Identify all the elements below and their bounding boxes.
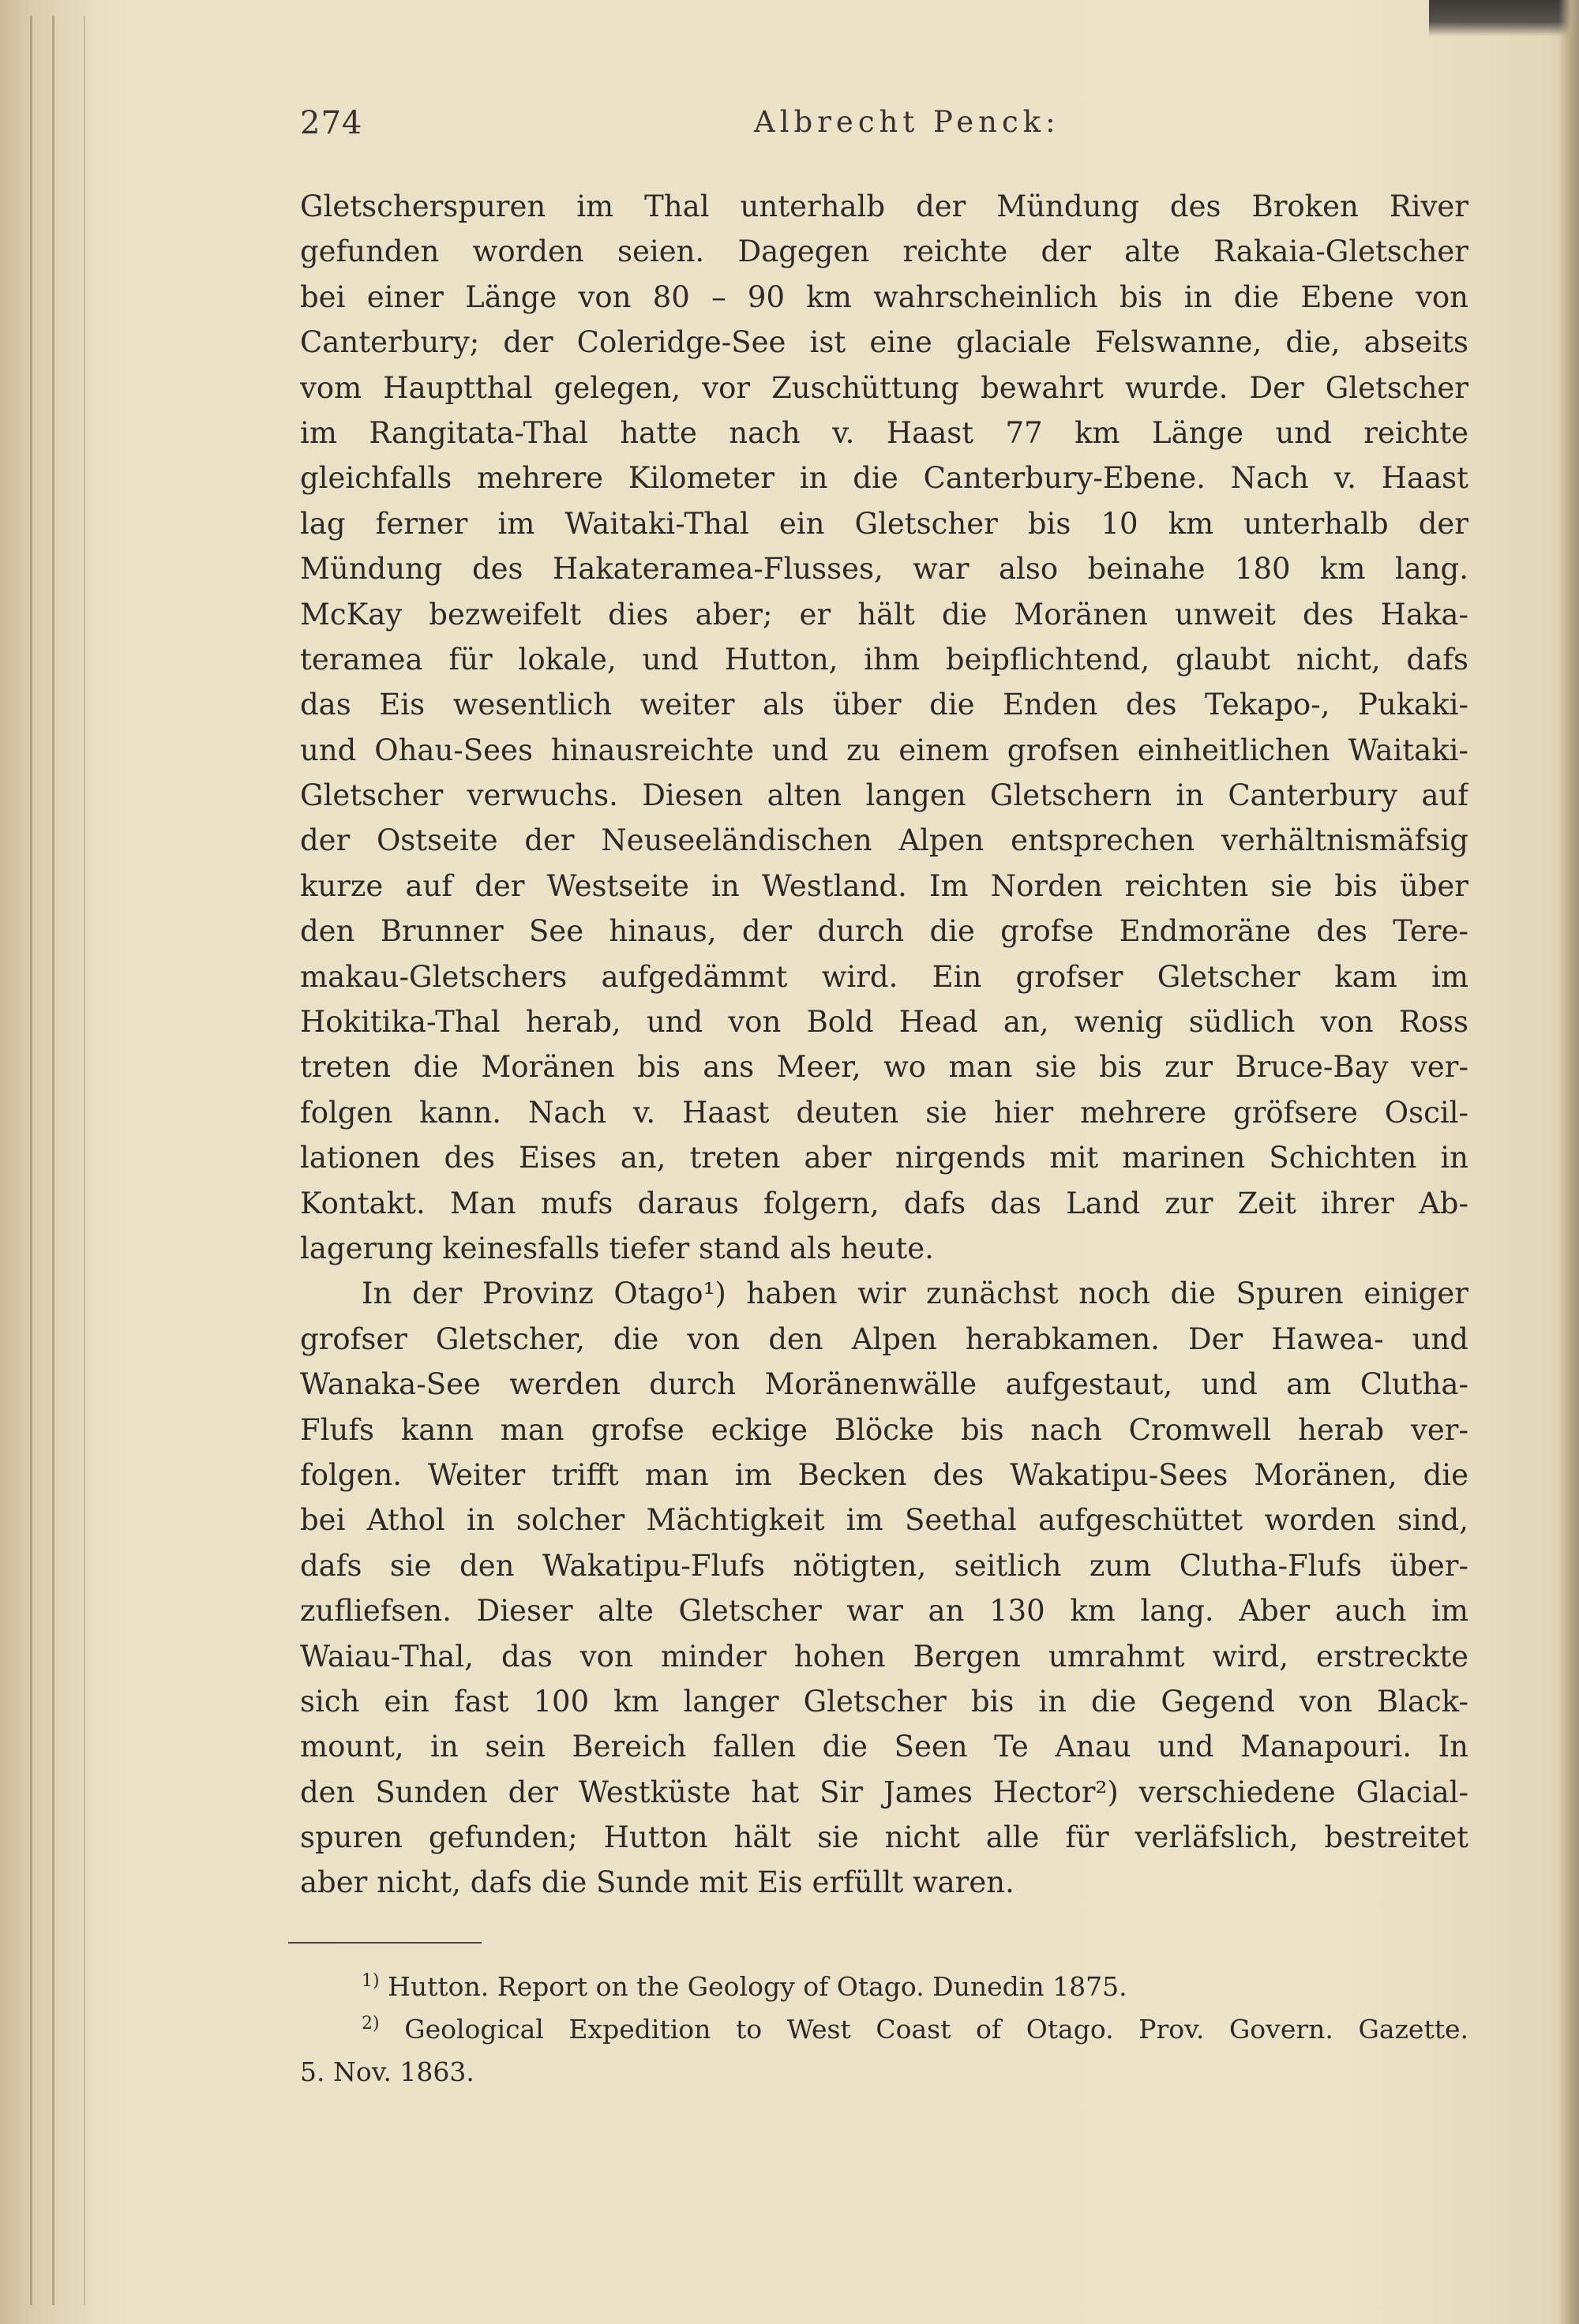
footnote-divider [288,1942,482,1944]
text-line: zufliefsen. Dieser alte Gletscher war an 130 km lang. Aber auch im [300,1594,1468,1629]
page-header [300,105,1468,152]
text-line: der Ostseite der Neuseeländischen Alpen entsprechen verhältnismäfsig [300,823,1468,858]
running-head: Albrecht Penck: [754,105,1060,139]
text-line: Wanaka-See werden durch Moränenwälle aufgestaut, und am Clutha- [300,1367,1468,1402]
text-line: Hokitika-Thal herab, und von Bold Head an, wenig südlich von Ross [300,1005,1468,1040]
text-line: mount, in sein Bereich fallen die Seen Te Anau und Manapouri. In [300,1730,1468,1764]
text-line: lationen des Eises an, treten aber nirgends mit marinen Schichten in [300,1141,1468,1175]
text-line: sich ein fast 100 km langer Gletscher bis in die Gegend von Black- [300,1684,1468,1719]
text-line: kurze auf der Westseite in Westland. Im Norden reichten sie bis über [300,868,1468,903]
binding-edge [0,0,95,2324]
footnote-line [300,1966,1468,2008]
text-line: im Rangitata-Thal hatte nach v. Haast 77 km Länge und reichte [300,415,1468,450]
text-line: gleichfalls mehrere Kilometer in die Canterbury-Ebene. Nach v. Haast [300,461,1468,496]
text-line: makau-Gletschers aufgedämmt wird. Ein grofser Gletscher kam im [300,959,1468,994]
page-number: 274 [300,105,363,141]
footnote [300,2008,1468,2093]
text-line: Kontakt. Man mufs daraus folgern, dafs das Land zur Zeit ihrer Ab- [300,1186,1468,1220]
body-text [300,184,1468,1906]
text-line: Waiau-Thal, das von minder hohen Bergen umrahmt wird, erstreckte [300,1639,1468,1674]
footnote [300,1966,1468,2008]
text-line: treten die Moränen bis ans Meer, wo man sie bis zur Bruce-Bay ver- [300,1050,1468,1085]
text-line: Gletscherspuren im Thal unterhalb der Mündung des Broken River [300,189,1468,223]
text-line: Canterbury; der Coleridge-See ist eine glaciale Felswanne, die, abseits [300,325,1468,360]
footnote-line [300,2008,1468,2051]
paragraph [300,1271,1468,1905]
text-line: Mündung des Hakateramea-Flusses, war also beinahe 180 km lang. [300,552,1468,587]
text-line: grofser Gletscher, die von den Alpen herabkamen. Der Hawea- und [300,1321,1468,1356]
text-line: spuren gefunden; Hutton hält sie nicht alle für verläfslich, bestreitet [300,1820,1468,1855]
paragraph [300,184,1468,1271]
text-line: lagerung keinesfalls tiefer stand als heute. [300,1231,934,1265]
text-line: teramea für lokale, und Hutton, ihm beipflichtend, glaubt nicht, dafs [300,642,1468,677]
footnote-marker: 1) [362,1971,380,1991]
text-line: gefunden worden seien. Dagegen reichte der alte Rakaia-Gletscher [300,234,1468,269]
binding-crease [30,16,32,2305]
text-line: vom Hauptthal gelegen, vor Zuschüttung bewahrt wurde. Der Gletscher [300,370,1468,405]
text-line: Gletscher verwuchs. Diesen alten langen Gletschern in Canterbury auf [300,778,1468,813]
text-line: den Brunner See hinaus, der durch die grofse Endmoräne des Tere- [300,914,1468,949]
footnote-line: 5. Nov. 1863. [300,2056,474,2087]
text-line: das Eis wesentlich weiter als über die Enden des Tekapo-, Pukaki- [300,688,1468,722]
footnotes [300,1966,1468,2093]
text-line: McKay bezweifelt dies aber; er hält die Moränen unweit des Haka- [300,597,1468,632]
text-line: aber nicht, dafs die Sunde mit Eis erfüllt waren. [300,1865,1015,1900]
page-edge-shadow [1558,0,1579,2324]
text-line: bei Athol in solcher Mächtigkeit im Seethal aufgeschüttet worden sind, [300,1503,1468,1538]
cover-corner [1429,0,1579,36]
text-line: dafs sie den Wakatipu-Flufs nötigten, seitlich zum Clutha-Flufs über- [300,1548,1468,1583]
text-line: folgen. Weiter trifft man im Becken des Wakatipu-Sees Moränen, die [300,1457,1468,1492]
text-line: Flufs kann man grofse eckige Blöcke bis nach Cromwell herab ver- [300,1412,1468,1447]
footnote-text: Hutton. Report on the Geology of Otago. Dunedin 1875. [388,1971,1127,2002]
footnote-text: Geological Expedition to West Coast of Otago. Prov. Govern. Gazette. [404,2014,1468,2045]
text-line: lag ferner im Waitaki-Thal ein Gletscher bis 10 km unterhalb der [300,506,1468,541]
text-line: folgen kann. Nach v. Haast deuten sie hier mehrere gröfsere Oscil- [300,1095,1468,1130]
footnote-marker: 2) [362,2014,380,2034]
text-line: bei einer Länge von 80 – 90 km wahrscheinlich bis in die Ebene von [300,279,1468,314]
text-line: In der Provinz Otago¹) haben wir zunächst noch die Spuren einiger [362,1276,1468,1311]
text-line: und Ohau-Sees hinausreichte und zu einem grofsen einheitlichen Waitaki- [300,733,1468,767]
binding-crease [84,16,85,2305]
text-line: den Sunden der Westküste hat Sir James Hector²) verschiedene Glacial- [300,1775,1468,1809]
binding-crease [52,16,54,2305]
